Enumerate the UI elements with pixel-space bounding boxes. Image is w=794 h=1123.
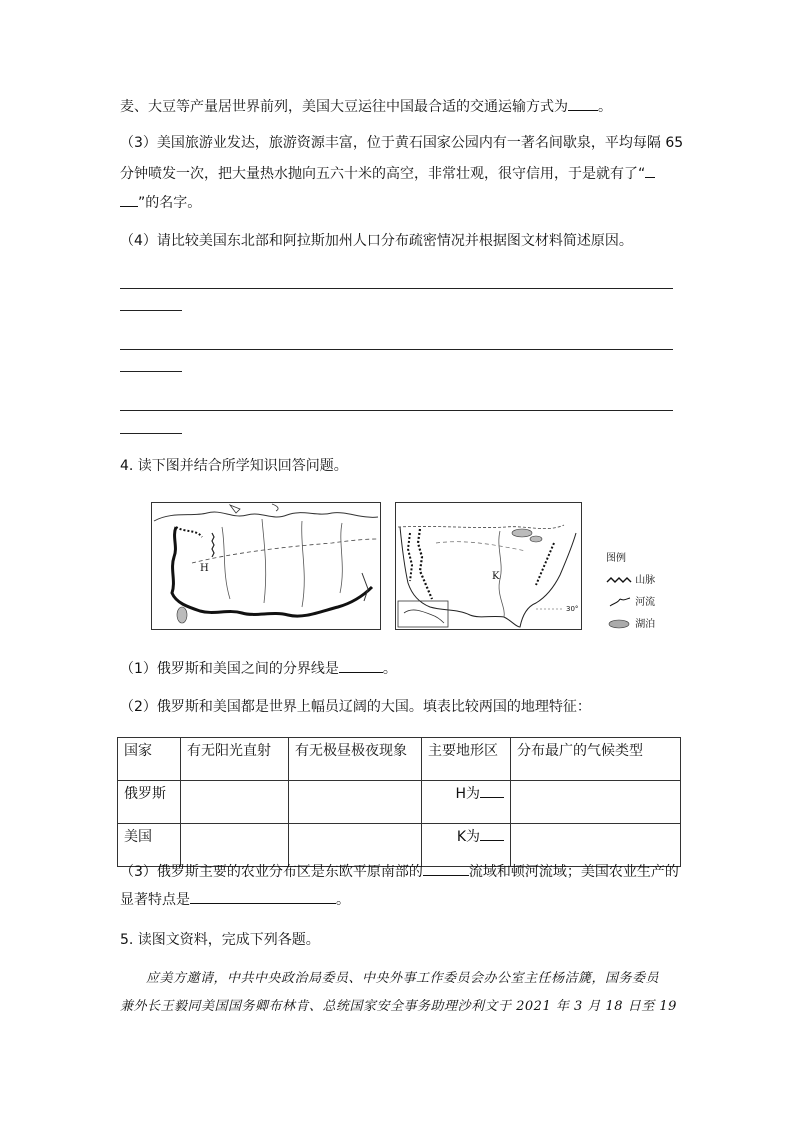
q5-title-text: 5. 读图文资料，完成下列各题。 xyxy=(120,932,320,948)
q4-sub2-text: （2）俄罗斯和美国都是世界上幅员辽阔的大国。填表比较两国的地理特征： xyxy=(120,699,591,715)
table-header-row xyxy=(118,738,681,781)
table-cell-terrain[interactable] xyxy=(422,781,511,824)
q3-sub3-text1: （3）美国旅游业发达，旅游资源丰富，位于黄石国家公园内有一著名间歇泉，平均每隔 65 xyxy=(120,135,684,151)
q3-sub3-line3 xyxy=(120,192,201,213)
q5-para1-text: 应美方邀请，中共中央政治局委员、中央外事工作委员会办公室主任杨洁篪，国务委员 xyxy=(146,971,660,986)
answer-line-3-tail[interactable] xyxy=(120,433,182,434)
answer-line-3[interactable] xyxy=(120,410,673,411)
q3-sub3-text3: ”的名字。 xyxy=(138,195,202,211)
q4-sub3-text-b: 流域和顿河流域；美国农业生产的 xyxy=(468,864,679,880)
q3-tail-line xyxy=(120,96,612,117)
q3-sub3-text2: 分钟喷发一次，把大量热水抛向五六十米的高空，非常壮观，很守信用，于是就有了“ xyxy=(120,166,646,182)
table-header: 国家 xyxy=(118,738,181,781)
table-cell-input[interactable] xyxy=(511,781,681,824)
russia-map xyxy=(151,502,381,630)
table-header: 有无极昼极夜现象 xyxy=(289,738,422,781)
q4-sub3-line1 xyxy=(120,861,679,882)
q5-para-line2 xyxy=(120,997,677,1017)
legend-lake xyxy=(606,614,655,636)
answer-line-2-tail[interactable] xyxy=(120,371,182,372)
q5-para2-text: 兼外长王毅同美国国务卿布林肯、总统国家安全事务助理沙利文于 2021 年 3 月 18 日至 19 xyxy=(120,999,677,1014)
transport-answer-blank[interactable] xyxy=(568,96,598,111)
q5-title xyxy=(120,930,320,950)
q4-sub3-end: 。 xyxy=(336,892,350,908)
label-k: K xyxy=(492,571,500,582)
q4-sub1-end: 。 xyxy=(382,661,397,677)
q3-sub4-text: （4）请比较美国东北部和阿拉斯加州人口分布疏密情况并根据图文材料简述原因。 xyxy=(120,233,633,249)
geyser-name-blank-a[interactable] xyxy=(645,163,655,178)
terrain-blank[interactable] xyxy=(480,783,504,798)
table-cell-input[interactable] xyxy=(181,781,289,824)
q3-sub3-line2 xyxy=(120,163,655,184)
q4-sub1-text: （1）俄罗斯和美国之间的分界线是 xyxy=(120,661,339,677)
answer-line-1[interactable] xyxy=(120,288,673,289)
q5-para-line1 xyxy=(146,969,659,989)
table-cell-country: 俄罗斯 xyxy=(118,781,181,824)
mountain-icon xyxy=(606,576,632,584)
terrain-blank[interactable] xyxy=(480,826,504,841)
table-cell-country: 美国 xyxy=(118,824,181,867)
legend-mountain-label: 山脉 xyxy=(635,575,656,586)
table-row xyxy=(118,781,681,824)
q3-tail-text: 麦、大豆等产量居世界前列，美国大豆运往中国最合适的交通运输方式为 xyxy=(120,99,568,115)
legend-river xyxy=(606,592,655,614)
legend-title: 图例 xyxy=(606,553,626,564)
usa-map-svg xyxy=(396,503,581,629)
boundary-answer-blank[interactable] xyxy=(339,658,383,673)
lake-icon xyxy=(606,619,632,629)
map-legend xyxy=(606,548,655,636)
q4-sub3-text-c: 显著特点是 xyxy=(120,892,190,908)
terrain-prefix: H为 xyxy=(455,786,480,802)
q3-sub4-line xyxy=(120,231,633,251)
legend-river-label: 河流 xyxy=(635,597,656,608)
q3-sub3-line1 xyxy=(120,133,683,153)
table-header: 分布最广的气候类型 xyxy=(511,738,681,781)
table-header: 有无阳光直射 xyxy=(181,738,289,781)
q4-sub3-text-a: （3）俄罗斯主要的农业分布区是东欧平原南部的 xyxy=(120,864,423,880)
q4-sub1 xyxy=(120,658,397,679)
answer-line-2[interactable] xyxy=(120,349,673,350)
agriculture-answer-blank[interactable] xyxy=(190,889,336,904)
q3-tail-end: 。 xyxy=(598,99,612,115)
q4-sub3-line2 xyxy=(120,889,350,910)
label-h: H xyxy=(200,563,209,574)
river-icon xyxy=(606,597,632,607)
geyser-name-blank-b[interactable] xyxy=(120,192,138,207)
lat-label: 30° xyxy=(566,605,579,613)
answer-line-1-tail[interactable] xyxy=(120,310,182,311)
table-header: 主要地形区 xyxy=(422,738,511,781)
river-answer-blank[interactable] xyxy=(423,861,469,876)
legend-mountain xyxy=(606,570,655,592)
comparison-table xyxy=(117,737,681,867)
table-cell-input[interactable] xyxy=(289,781,422,824)
q4-title-text: 4. 读下图并结合所学知识回答问题。 xyxy=(120,458,348,474)
usa-map xyxy=(395,502,582,630)
q4-sub2 xyxy=(120,697,591,717)
russia-map-svg xyxy=(152,503,380,629)
terrain-prefix: K为 xyxy=(456,829,480,845)
legend-lake-label: 湖泊 xyxy=(635,619,656,630)
q4-title xyxy=(120,456,348,476)
